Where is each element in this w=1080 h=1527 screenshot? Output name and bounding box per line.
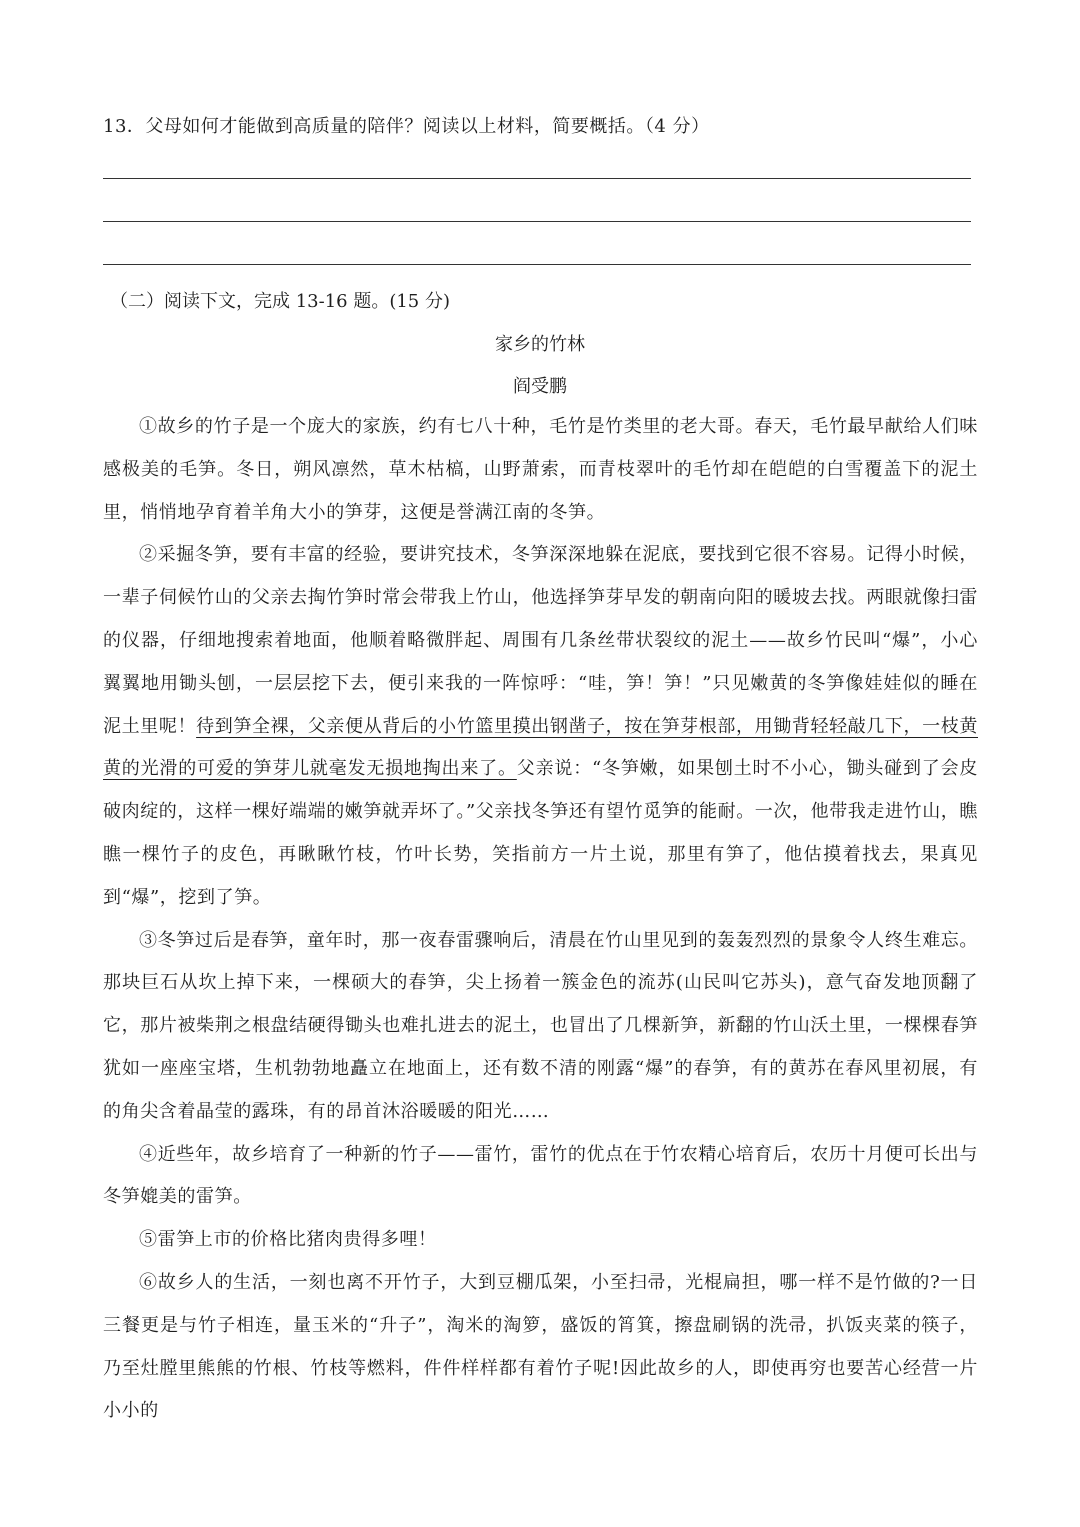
paragraph-2 bbox=[103, 534, 978, 919]
answer-line-2[interactable] bbox=[103, 221, 971, 222]
answer-line-3[interactable] bbox=[103, 264, 971, 265]
paragraph-1: ①故乡的竹子是一个庞大的家族，约有七八十种，毛竹是竹类里的老大哥。春天，毛竹最早献给人们味感极美的毛笋。冬日，朔风凛然，草木枯槁，山野萧索，而青枝翠叶的毛竹却在皑皑的白雪覆盖下的泥土里，悄悄地孕育着羊角大小的笋芽，这便是誉满江南的冬笋。 bbox=[103, 416, 978, 523]
section-heading: （二）阅读下文，完成 13-16 题。(15 分) bbox=[110, 291, 451, 312]
paragraph-5: ⑤雷笋上市的价格比猪肉贵得多哩！ bbox=[139, 1229, 437, 1251]
underlined-sentence: 待到笋全裸，父亲便从背后的小竹篮里摸出钢凿子，按在笋芽根部，用锄背轻轻敲几下，一枝黄黄的光滑的可爱的笋芽儿就毫发无损地掏出来了。 bbox=[103, 715, 978, 780]
paragraph-2-part-1: ②采掘冬笋，要有丰富的经验，要讲究技术，冬笋深深地躲在泥底，要找到它很不容易。记得小时候，一辈子伺候竹山的父亲去掏竹笋时常会带我上竹山，他选择笋芽早发的朝南向阳的暖坡去找。两眼就像扫雷的仪器，仔细地搜索着地面，他顺着略微胖起、周围有几条丝带状裂纹的泥土——故乡竹民叫“爆”，小心翼翼地用锄头刨，一层层挖下去，便引来我的一阵惊呼：“哇，笋！笋！”只见嫩黄的冬笋像娃娃似的睡在泥土里呢！ bbox=[103, 544, 978, 737]
paragraph-4: ④近些年，故乡培育了一种新的竹子——雷竹，雷竹的优点在于竹农精心培育后，农历十月便可长出与冬笋媲美的雷笋。 bbox=[103, 1143, 978, 1208]
question-13: 13．父母如何才能做到高质量的陪伴？阅读以上材料，简要概括。（4 分） bbox=[103, 116, 710, 137]
paragraph-2-part-3: 父亲说：“冬笋嫩，如果刨土时不小心，锄头碰到了会皮破肉绽的，这样一棵好端端的嫩笋就弄坏了。”父亲找冬笋还有望竹觅笋的能耐。一次，他带我走进竹山，瞧瞧一棵竹子的皮色，再瞅瞅竹枝，竹叶长势，笑指前方一片土说，那里有笋了，他估摸着找去，果真见到“爆”，挖到了笋。 bbox=[103, 758, 979, 908]
answer-line-1[interactable] bbox=[103, 178, 971, 179]
article-title: 家乡的竹林 bbox=[495, 334, 585, 355]
paragraph-3: ③冬笋过后是春笋，童年时，那一夜春雷骤响后，清晨在竹山里见到的轰轰烈烈的景象令人终生难忘。那块巨石从坎上掉下来，一棵硕大的春笋，尖上扬着一簇金色的流苏(山民叫它苏头)，意气奋发地顶翻了它，那片被柴荆之根盘结硬得锄头也难扎进去的泥土，也冒出了几棵新笋，新翻的竹山沃土里，一棵棵春笋犹如一座座宝塔，生机勃勃地矗立在地面上，还有数不清的刚露“爆”的春笋，有的黄苏在春风里初展，有的角尖含着晶莹的露珠，有的昂首沐浴暖暖的阳光…… bbox=[103, 929, 978, 1122]
paragraph-6: ⑥故乡人的生活，一刻也离不开竹子，大到豆棚瓜架，小至扫帚，光棍扁担，哪一样不是竹做的?一日三餐更是与竹子相连，量玉米的“升子”，淘米的淘箩，盛饭的筲箕，擦盘刷锅的洗帚，扒饭夹菜的筷子，乃至灶膛里熊熊的竹根、竹枝等燃料，件件样样都有着竹子呢!因此故乡的人，即使再穷也要苦心经营一片小小的 bbox=[103, 1271, 978, 1422]
article-body bbox=[103, 406, 978, 1433]
article-author: 阎受鹏 bbox=[513, 376, 567, 397]
